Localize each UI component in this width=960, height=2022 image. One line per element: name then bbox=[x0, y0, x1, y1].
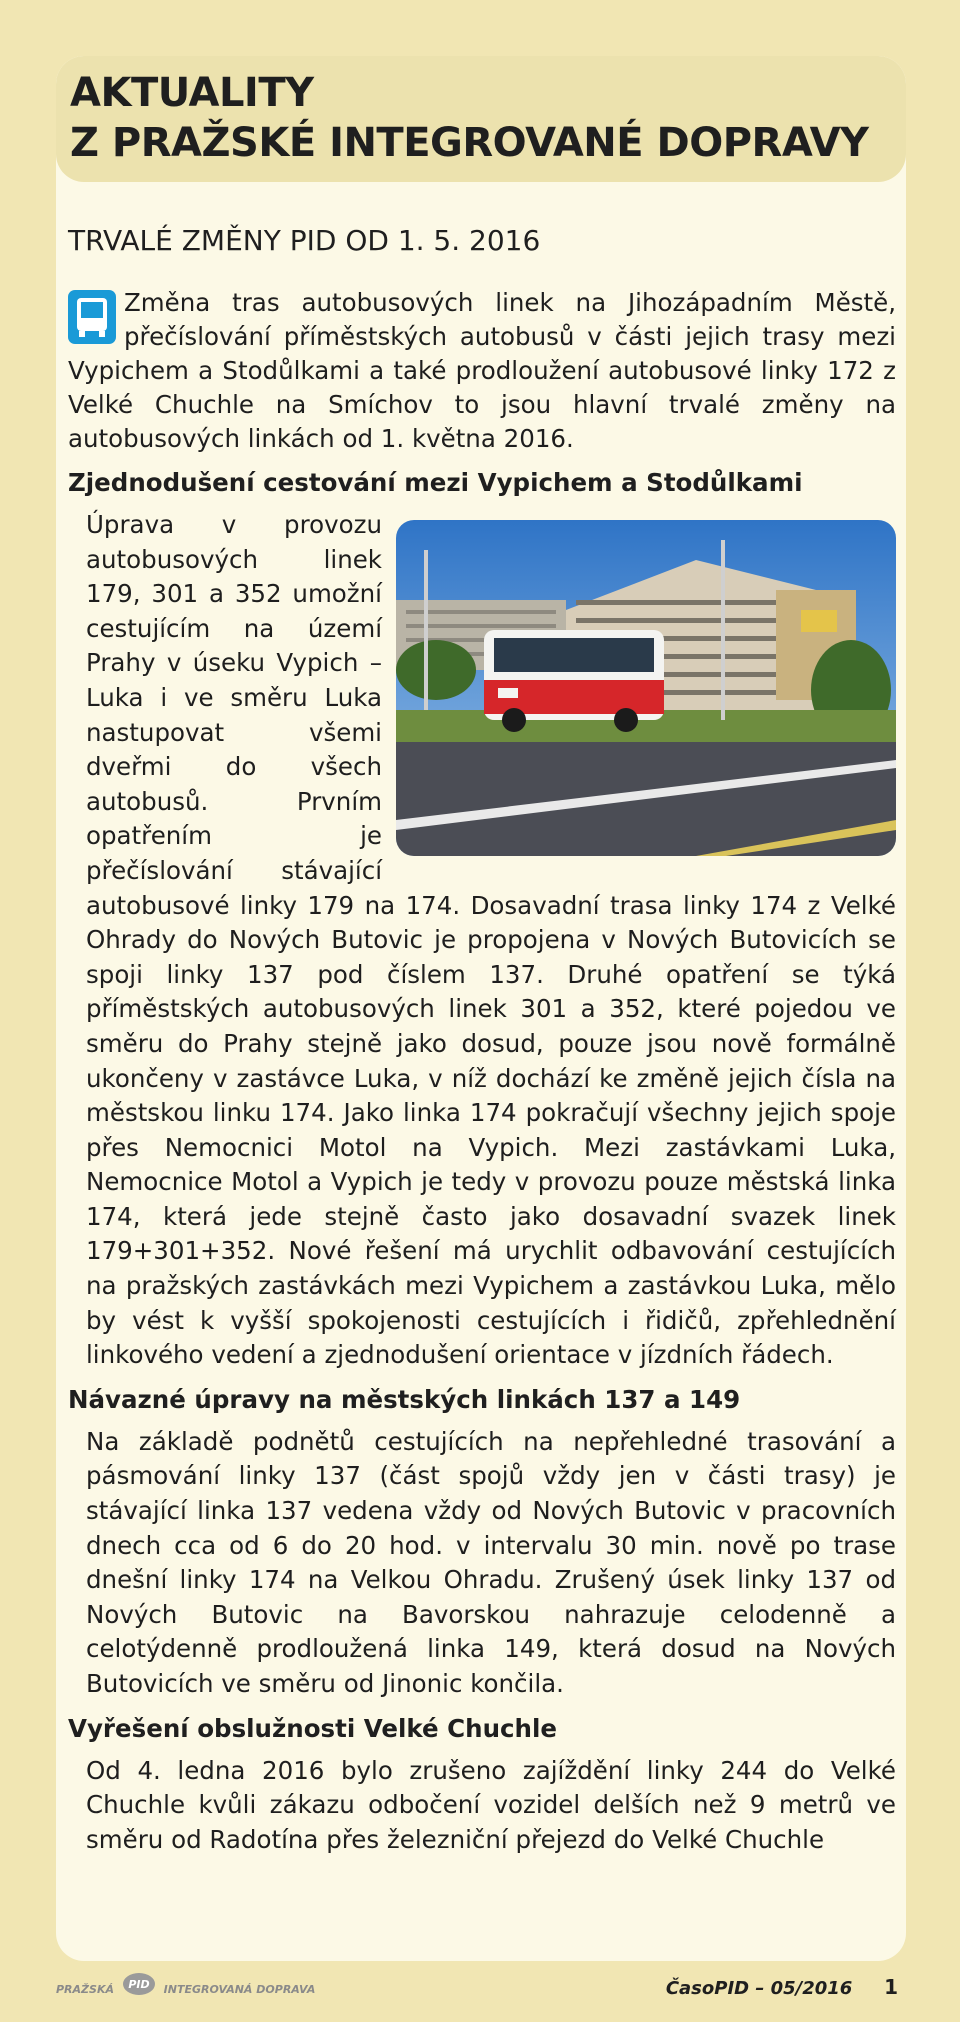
part2-text: Na základě podnětů cestujících na nepřehledné trasování a pásmování linky 137 (část spojů vždy jen v části trasy) je stávající linka 137 vedena vždy od Nových Butovic v pracovních dnech cca od 6 do 20 hod. v intervalu 30 min. nově po trase dnešní linky 174 na Velkou Ohradu. Zrušený úsek linky 137 od Nových Butovic na Bavorskou nahrazuje celodenně a celotýdenně prodloužená linka 149, která dosud na Nových Butovicích ve směru od Jinonic končila. bbox=[86, 1426, 896, 1698]
section-velka-chuchle bbox=[68, 1754, 896, 1858]
heading-vypich-stodulky: Zjednodušení cestování mezi Vypichem a Stodůlkami bbox=[68, 468, 803, 497]
pid-mark-icon bbox=[122, 1972, 156, 2008]
section-title: TRVALÉ ZMĚNY PID OD 1. 5. 2016 bbox=[68, 224, 541, 257]
bus-photo bbox=[396, 520, 896, 856]
page-number: 1 bbox=[884, 1975, 898, 1999]
heading-velka-chuchle: Vyřešení obslužnosti Velké Chuchle bbox=[68, 1713, 558, 1743]
page-title bbox=[70, 68, 890, 168]
title-line-2: Z PRAŽSKÉ INTEGROVANÉ DOPRAVY bbox=[70, 120, 869, 166]
magazine-issue: ČasoPID – 05/2016 bbox=[665, 1978, 853, 1999]
logo-mark-text: PID bbox=[128, 1978, 150, 1991]
section-vypich-stodulky bbox=[68, 508, 896, 1373]
article-panel bbox=[56, 56, 906, 1961]
pid-logo bbox=[56, 1972, 315, 2002]
footer bbox=[56, 1966, 906, 2006]
heading-137-149: Návazné úpravy na městských linkách 137 a 149 bbox=[68, 1384, 741, 1414]
part3-text: Od 4. ledna 2016 bylo zrušeno zajíždění linky 244 do Velké Chuchle kvůli zákazu odbočení vozidel delších než 9 metrů ve směru od Radotína přes železniční přejezd do Velké Chuchle bbox=[86, 1755, 896, 1854]
section-137-149 bbox=[68, 1425, 896, 1702]
title-line-1: AKTUALITY bbox=[70, 70, 314, 116]
logo-left-text: PRAŽSKÁ bbox=[56, 1983, 114, 1996]
logo-right-text: INTEGROVANÁ DOPRAVA bbox=[163, 1983, 316, 1996]
footer-issue bbox=[666, 1972, 898, 2004]
part1-text: Úprava v provozu autobusových linek 179, 301 a 352 umožní cestujícím na území Prahy v úseku Vypich – Luka i ve směru Luka nastupovat všemi dveřmi do všech autobusů. Prvním opatřením je přečíslování stávající autobusové linky 179 na 174. Dosavadní trasa linky 174 z Velké Ohrady do Nových Butovic je propojena v Nových Butovicích se spoji linky 137 pod číslem 137. Druhé opatření se týká příměstských autobusových linek 301 a 352, které pojedou ve směru do Prahy stejně jako dosud, pouze jsou nově formálně ukončeny v zastávce Luka, v níž dochází ke změně jejich čísla na městskou linku 174. Jako linka 174 pokračují všechny jejich spoje přes Nemocnici Motol na Vypich. Mezi zastávkami Luka, Nemocnice Motol a Vypich je tedy v provozu pouze městská linka 174, která jede stejně často jako dosavadní svazek linek 179+301+352. Nové řešení má urychlit odbavování cestujících na pražských zastávkách mezi Vypichem a zastávkou Luka, mělo by vést k vyšší spokojenosti cestujících i řidičů, zpřehlednění linkového vedení a zjednodušení orientace v jízdních řádech. bbox=[86, 510, 896, 1370]
intro-paragraph: Změna tras autobusových linek na Jihozápadním Městě, přečíslování příměstských autobusů v části jejich trasy mezi Vypichem a Stodůlkami a také prodloužení autobusové linky 172 z Velké Chuchle na Smíchov to jsou hlavní trvalé změny na autobusových linkách od 1. května 2016. bbox=[68, 288, 896, 453]
bus-icon bbox=[68, 290, 116, 344]
article-body bbox=[56, 224, 906, 1857]
title-banner bbox=[56, 56, 906, 182]
